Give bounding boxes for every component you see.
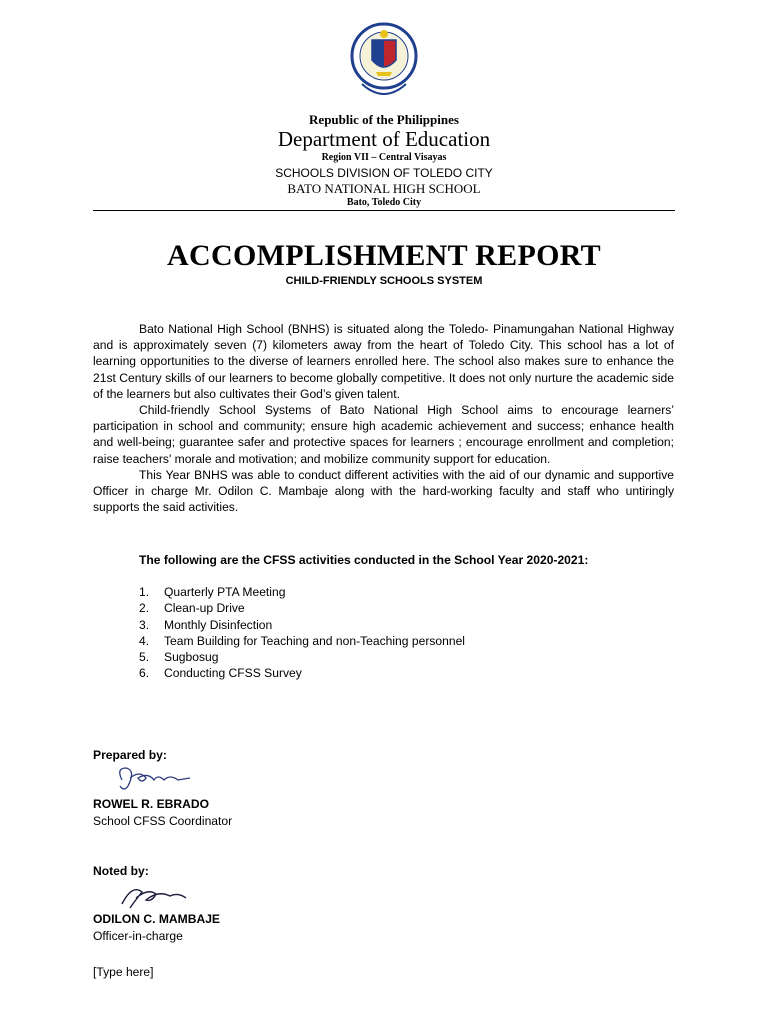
report-title: ACCOMPLISHMENT REPORT	[167, 239, 601, 272]
list-number: 1.	[139, 585, 150, 599]
list-item	[139, 600, 465, 616]
list-number: 2.	[139, 601, 150, 616]
list-item	[139, 617, 465, 633]
list-text: Sugbosug	[164, 650, 219, 665]
noted-by-label: Noted by:	[93, 864, 149, 878]
list-item	[139, 633, 465, 649]
header-divider	[93, 210, 675, 211]
prepared-by-label: Prepared by:	[93, 748, 167, 762]
list-item	[139, 584, 465, 600]
list-number: 5.	[139, 650, 150, 665]
list-number: 6.	[139, 666, 150, 681]
activities-lead: The following are the CFSS activities conducted in the School Year 2020-2021:	[139, 553, 589, 567]
paragraph-activities: This Year BNHS was able to conduct different activities with the aid of our dynamic and supportive Officer in charge Mr. Odilon C. Mambaje along with the hard-working faculty and staff who untiringly supports the said activities.	[93, 467, 674, 515]
list-item	[139, 649, 465, 665]
school-heading: BATO NATIONAL HIGH SCHOOL	[287, 181, 481, 196]
deped-seal-logo	[350, 20, 418, 108]
list-text: Clean-up Drive	[164, 601, 245, 616]
paragraph-aims: Child-friendly School Systems of Bato National High School aims to encourage learners’ participation in school and community; ensure high academic achievement and success; enhance health and well-being; guarantee safer and protective spaces for learners ; encourage enrollment and completion; raise teachers' morale and motivation; and mobilize community support for education.	[93, 403, 674, 466]
republic-heading: Republic of the Philippines	[309, 112, 459, 127]
report-body	[93, 321, 674, 515]
list-text: Monthly Disinfection	[164, 617, 273, 632]
preparer-signature	[108, 760, 208, 801]
paragraph-intro: Bato National High School (BNHS) is situated along the Toledo- Pinamungahan National Highway and is approximately seven (7) kilometers away from the heart of Toledo City. This school has a lot of learning opportunities to the diverse of learners enrolled here. The school also makes sure to enhance the 21st Century skills of our learners to become globally competitive. It does not only nurture the academic side of the learners but also cultivates their God’s given talent.	[93, 322, 674, 401]
department-heading: Department of Education	[277, 127, 491, 151]
address-heading: Bato, Toledo City	[346, 197, 422, 208]
division-heading: SCHOOLS DIVISION OF TOLEDO CITY	[275, 166, 493, 180]
footer-placeholder[interactable]: [Type here]	[93, 965, 154, 979]
preparer-name: ROWEL R. EBRADO	[93, 797, 210, 811]
report-subtitle: CHILD-FRIENDLY SCHOOLS SYSTEM	[285, 275, 483, 287]
list-item	[139, 665, 465, 681]
preparer-title: School CFSS Coordinator	[93, 814, 233, 828]
list-text: Quarterly PTA Meeting	[164, 585, 286, 599]
activities-list	[139, 584, 465, 682]
list-text: Conducting CFSS Survey	[164, 666, 302, 681]
region-heading: Region VII – Central Visayas	[321, 152, 447, 163]
list-number: 3.	[139, 617, 150, 632]
noter-title: Officer-in-charge	[93, 929, 183, 943]
list-number: 4.	[139, 633, 150, 648]
list-text: Team Building for Teaching and non-Teaching personnel	[164, 633, 465, 648]
noter-name: ODILON C. MAMBAJE	[93, 912, 220, 926]
